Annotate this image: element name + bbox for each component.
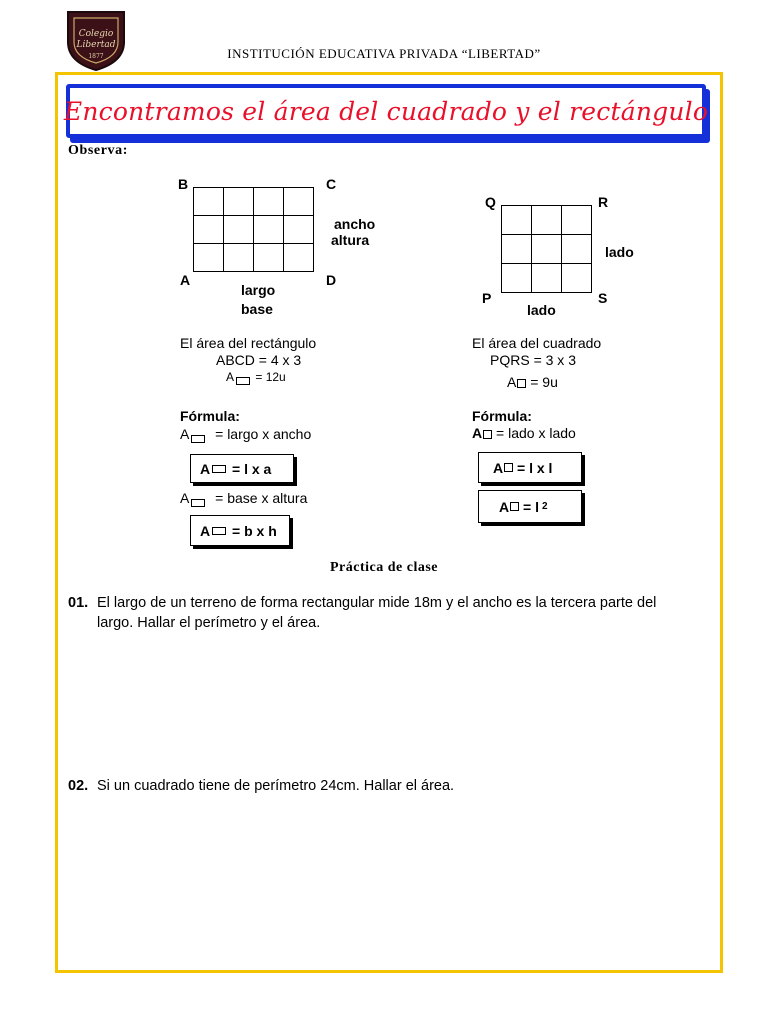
square-area-result: A = 9u bbox=[507, 374, 558, 390]
vertex-r: R bbox=[598, 194, 609, 210]
svg-text:Libertad: Libertad bbox=[76, 40, 116, 50]
square-area-line2: PQRS = 3 x 3 bbox=[490, 352, 576, 368]
rect-area-result: A = 12u bbox=[226, 370, 286, 384]
vertex-d: D bbox=[326, 272, 337, 288]
square-formula-title: Fórmula: bbox=[472, 408, 532, 424]
label-altura: altura bbox=[331, 232, 370, 248]
rect-formula-title: Fórmula: bbox=[180, 408, 240, 424]
practice-title: Práctica de clase bbox=[329, 560, 438, 575]
school-name: INSTITUCIÓN EDUCATIVA PRIVADA “LIBERTAD” bbox=[227, 46, 541, 61]
rect-area-line1: El área del rectángulo bbox=[180, 335, 317, 351]
content-frame bbox=[55, 72, 723, 973]
vertex-s: S bbox=[598, 290, 608, 306]
page-title: Encontramos el área del cuadrado y el rectángulo bbox=[63, 96, 709, 126]
svg-text:Colegio: Colegio bbox=[78, 29, 114, 39]
label-ancho: ancho bbox=[334, 216, 376, 232]
label-base: base bbox=[241, 301, 273, 317]
square-formula-box-2: A = l 2 bbox=[478, 490, 582, 523]
square-area-line1: El área del cuadrado bbox=[472, 335, 602, 351]
square-formula: A = lado x lado bbox=[472, 425, 576, 441]
vertex-c: C bbox=[326, 176, 337, 192]
square-grid bbox=[501, 205, 592, 293]
vertex-a: A bbox=[180, 272, 191, 288]
question-01: 01. El largo de un terreno de forma rectangular mide 18m y el ancho es la tercera parte del largo. Hallar el perímetro y el área. bbox=[68, 595, 657, 631]
title-banner bbox=[63, 84, 709, 138]
observa-label: Observa: bbox=[68, 143, 129, 158]
rect-formula-box-2: A = b x h bbox=[190, 515, 290, 546]
svg-text:1877: 1877 bbox=[88, 53, 104, 60]
label-lado-right: lado bbox=[605, 244, 634, 260]
rect-formula-1: A = largo x ancho bbox=[180, 426, 312, 442]
school-logo bbox=[62, 8, 130, 72]
square-formula-box-1: A = l x l bbox=[478, 452, 582, 483]
vertex-p: P bbox=[482, 290, 492, 306]
vertex-b: B bbox=[178, 176, 189, 192]
rectangle-grid bbox=[193, 187, 314, 272]
question-02: 02. Si un cuadrado tiene de perímetro 24cm. Hallar el área. bbox=[68, 778, 455, 794]
rect-area-line2: ABCD = 4 x 3 bbox=[216, 352, 302, 368]
vertex-q: Q bbox=[485, 194, 496, 210]
label-lado-bottom: lado bbox=[527, 302, 556, 318]
label-largo: largo bbox=[241, 282, 276, 298]
rect-formula-box-1: A = l x a bbox=[190, 454, 294, 483]
rect-formula-2: A = base x altura bbox=[180, 490, 308, 506]
